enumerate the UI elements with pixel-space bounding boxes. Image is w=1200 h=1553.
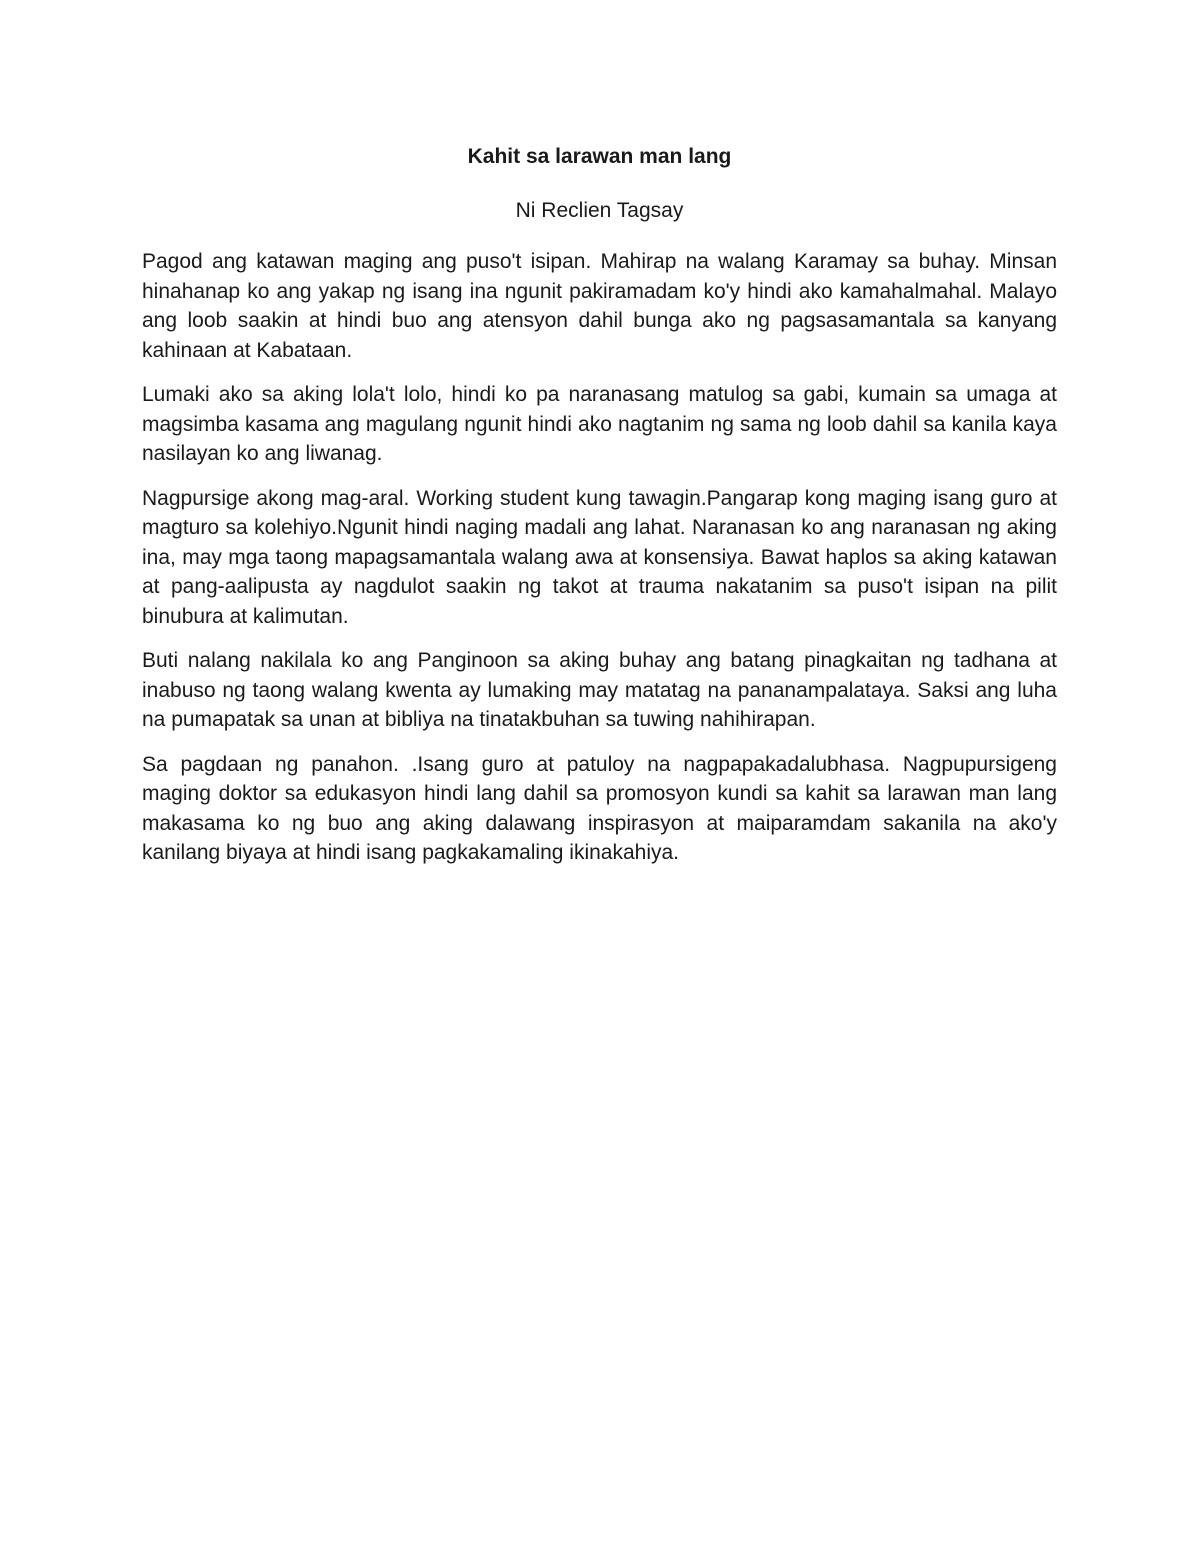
paragraph: Lumaki ako sa aking lola't lolo, hindi ko pa naranasang matulog sa gabi, kumain sa umaga at magsimba kasama ang magulang ngunit hindi ako nagtanim ng sama ng loob dahil sa kanila kaya nasilayan ko ang liwanag. bbox=[142, 383, 1057, 465]
document-content bbox=[142, 140, 1057, 883]
document-author: Ni Reclien Tagsay bbox=[515, 199, 684, 222]
document-body bbox=[142, 247, 1057, 868]
paragraph: Buti nalang nakilala ko ang Panginoon sa aking buhay ang batang pinagkaitan ng tadhana at inabuso ng taong walang kwenta ay lumaking may matatag na pananampalataya. Saksi ang luha na pumapatak sa unan at bibliya na tinatakbuhan sa tuwing nahihirapan. bbox=[142, 649, 1057, 731]
paragraph: Nagpursige akong mag-aral. Working student kung tawagin.Pangarap kong maging isang guro at magturo sa kolehiyo.Ngunit hindi naging madali ang lahat. Naranasan ko ang naranasan ng aking ina, may mga taong mapagsamantala walang awa at konsensiya. Bawat haplos sa aking katawan at pang-aalipusta ay nagdulot saakin ng takot at trauma nakatanim sa puso't isipan na pilit binubura at kalimutan. bbox=[142, 486, 1057, 628]
paragraph: Pagod ang katawan maging ang puso't isipan. Mahirap na walang Karamay sa buhay. Minsan hinahanap ko ang yakap ng isang ina ngunit pakiramadam ko'y hindi ako kamahalmahal. Malayo ang loob saakin at hindi buo ang atensyon dahil bunga ako ng pagsasamantala sa kanyang kahinaan at Kabataan. bbox=[142, 250, 1057, 362]
paragraph: Sa pagdaan ng panahon. .Isang guro at patuloy na nagpapakadalubhasa. Nagpupursigeng maging doktor sa edukasyon hindi lang dahil sa promosyon kundi sa kahit sa larawan man lang makasama ko ng buo ang aking dalawang inspirasyon at maiparamdam sakanila na ako'y kanilang biyaya at hindi isang pagkakamaling ikinakahiya. bbox=[142, 752, 1057, 864]
document-title: Kahit sa larawan man lang bbox=[467, 145, 732, 168]
